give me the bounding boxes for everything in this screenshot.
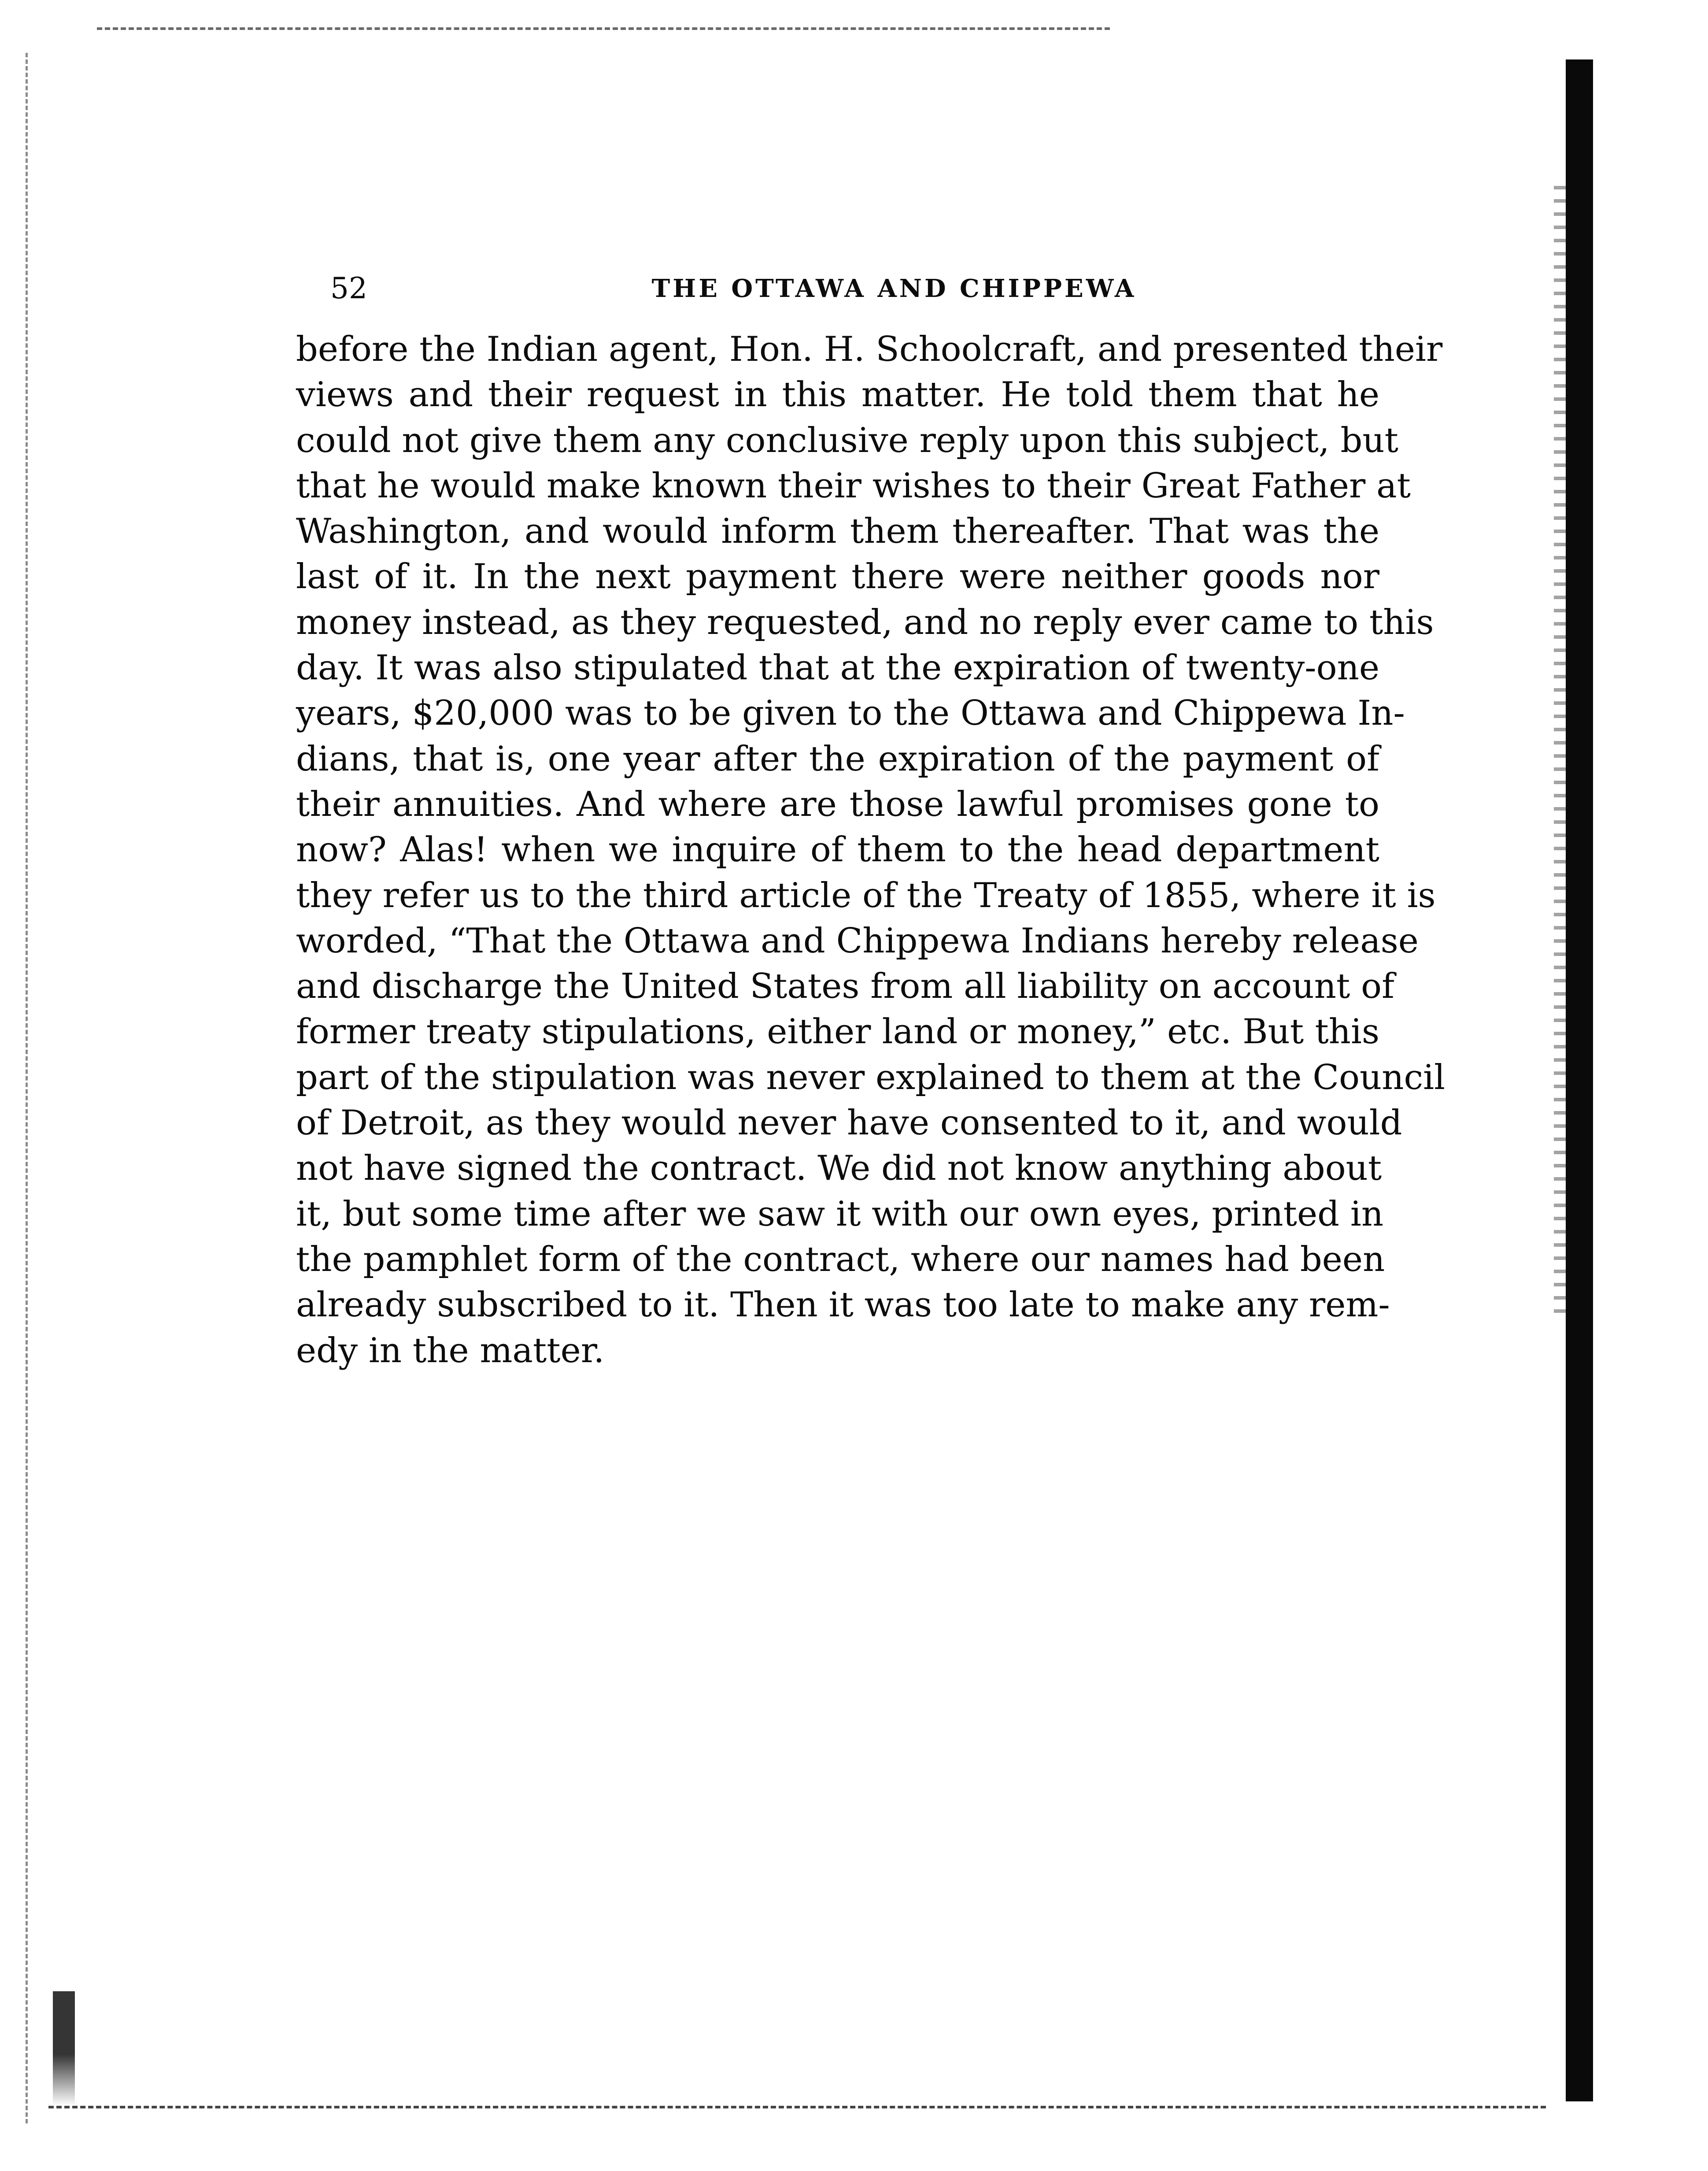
running-head	[295, 264, 1379, 313]
text-line: not have signed the contract. We did not know anything about	[296, 1148, 1382, 1189]
text-line: part of the stipulation was never explained to them at the Council	[296, 1057, 1446, 1097]
text-line: day. It was also stipulated that at the expiration of twenty-one	[296, 648, 1379, 688]
text-line: it, but some time after we saw it with our own eyes, printed in	[296, 1194, 1384, 1234]
text-line: the pamphlet form of the contract, where our names had been	[296, 1239, 1385, 1279]
text-line: that he would make known their wishes to their Great Father at	[296, 466, 1411, 506]
scan-top-border	[97, 27, 1110, 30]
text-line: already subscribed to it. Then it was too late to make any rem-	[296, 1285, 1390, 1325]
text-line: years, $20,000 was to be given to the Ottawa and Chippewa In-	[296, 693, 1405, 734]
text-line: of Detroit, as they would never have consented to it, and would	[296, 1103, 1402, 1143]
scan-left-border	[26, 53, 28, 2123]
scan-right-binding-speckle	[1554, 176, 1567, 1322]
text-line: they refer us to the third article of the Treaty of 1855, where it is	[296, 875, 1436, 915]
scan-bottom-border	[48, 2106, 1546, 2108]
scan-corner-smudge	[53, 1991, 75, 2106]
text-line: worded, “That the Ottawa and Chippewa Indians hereby release	[296, 921, 1419, 961]
text-line: money instead, as they requested, and no reply ever came to this	[296, 602, 1434, 642]
text-line: Washington, and would inform them thereafter. That was the	[296, 511, 1379, 552]
running-title: THE OTTAWA AND CHIPPEWA	[651, 274, 1137, 303]
page-number: 52	[330, 271, 367, 305]
text-line: former treaty stipulations, either land or money,” etc. But this	[296, 1012, 1379, 1052]
text-line: their annuities. And where are those lawful promises gone to	[296, 784, 1379, 824]
text-line: edy in the matter.	[296, 1330, 605, 1371]
body-text	[296, 327, 1446, 1374]
text-line: and discharge the United States from all liability on account of	[296, 967, 1394, 1007]
text-line: last of it. In the next payment there were neither goods nor	[296, 557, 1379, 597]
text-line: before the Indian agent, Hon. H. Schoolcraft, and presented their	[296, 330, 1443, 369]
text-line: views and their request in this matter. He told them that he	[296, 375, 1379, 415]
text-line: dians, that is, one year after the expiration of the payment of	[296, 739, 1379, 779]
text-line: could not give them any conclusive reply upon this subject, but	[296, 420, 1398, 460]
scan-right-binding-edge	[1566, 59, 1593, 2101]
text-line: now? Alas! when we inquire of them to the head department	[296, 830, 1379, 870]
